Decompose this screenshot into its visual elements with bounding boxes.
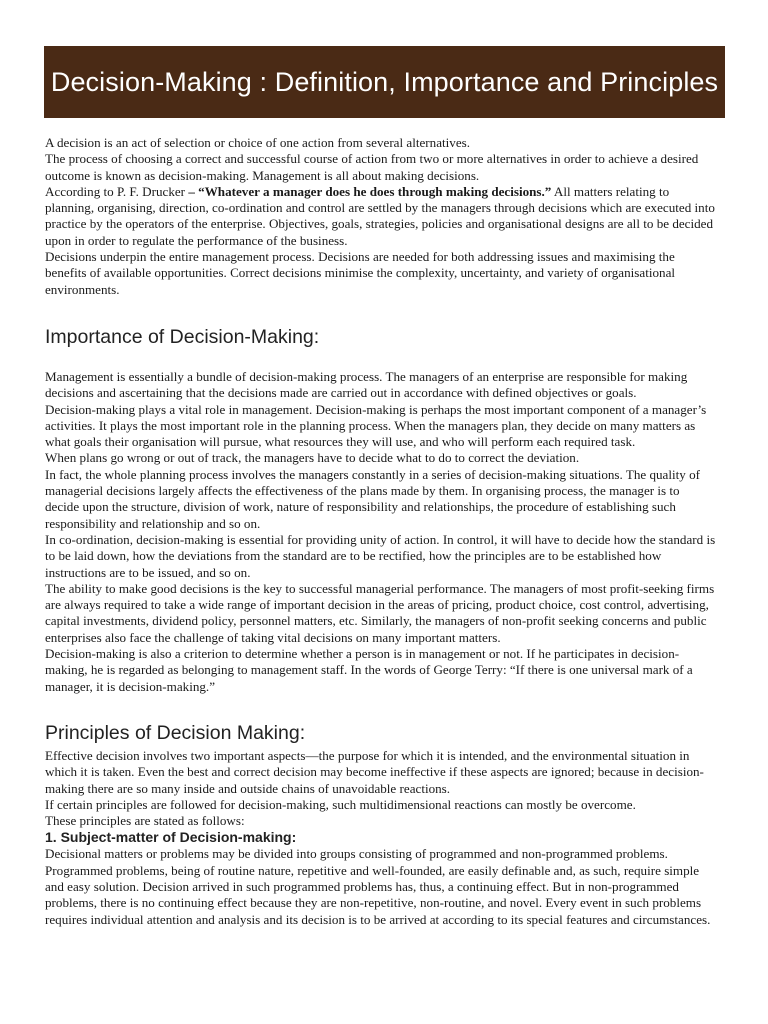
subject-matter-heading: 1. Subject-matter of Decision-making: xyxy=(45,829,297,846)
principles-paragraph-1: Effective decision involves two important aspects—the purpose for which it is intended, and the environmental situation in which it is taken. Even the best and correct decision may become ineffective if these aspects are ignored; because in decision-making there are so many inside and outside chains of unavoidable reactions. xyxy=(45,747,704,796)
principles-heading: Principles of Decision Making: xyxy=(45,721,306,744)
importance-paragraph-1: Management is essentially a bundle of decision-making process. The managers of an enterprise are responsible for making decisions and ascertaining that the decisions made are carried out in accordance with defined objectives or goals. xyxy=(45,368,688,401)
subject-matter-paragraph: Decisional matters or problems may be divided into groups consisting of programmed and non-programmed problems. Programmed problems, being of routine nature, repetitive and well-founded, are easily definable and, as such, require simple and easy solution. Decision arrived in such programmed problems has, thus, a continuing effect. But in non-programmed problems, there is no continuing effect because they are non-repetitive, non-routine, and novel. Every event in such problems requires individual attention and analysis and its decision is to be arrived at according to its special features and circumstances. xyxy=(45,846,711,927)
importance-paragraph-4: In fact, the whole planning process involves the managers constantly in a series of decision-making situations. The quality of managerial decisions largely affects the effectiveness of the plans made by them. In organising process, the manager is to decide upon the structure, division of work, nature of responsibility and relationships, the procedure of establishing such responsibility and relationship and so on. xyxy=(45,466,701,531)
drucker-prefix: According to P. F. Drucker xyxy=(45,183,186,199)
title-banner xyxy=(44,46,725,118)
document-body xyxy=(45,135,717,928)
importance-paragraph-3: When plans go wrong or out of track, the managers have to decide what to do to correct the deviation. xyxy=(45,450,580,466)
drucker-suffix: All matters relating to planning, organising, direction, co-ordination and control are settled by the managers through decisions which are executed into practice by the operators of the enterprise. Objectives, goals, strategies, policies and organisational designs are all to be decided upon in order to regulate the performance of the business. xyxy=(45,183,715,248)
importance-heading: Importance of Decision-Making: xyxy=(45,325,320,348)
importance-paragraph-5: In co-ordination, decision-making is essential for providing unity of action. In control, it will have to decide how the standard is to be laid down, how the deviations from the standard are to be rectified, how the principles are to be established how instructions are to be issued, and so on. xyxy=(45,531,716,580)
intro-paragraph-end: Decisions underpin the entire management process. Decisions are needed for both addressing issues and maximising the benefits of available opportunities. Correct decisions minimise the complexity, uncertainty, and variety of organisational environments. xyxy=(45,249,676,297)
principles-paragraph-3: These principles are stated as follows: xyxy=(45,813,245,829)
page-title: Decision-Making : Definition, Importance and Principles xyxy=(50,66,719,97)
drucker-quote: – “Whatever a manager does he does through making decisions.” xyxy=(185,183,552,199)
intro-paragraph-1: A decision is an act of selection or choice of one action from several alternatives. xyxy=(45,135,471,150)
intro-paragraph-2: The process of choosing a correct and successful course of action from two or more alternatives in order to achieve a desired outcome is known as decision-making. Management is all about making decisions. xyxy=(45,151,699,183)
importance-paragraph-6: The ability to make good decisions is the key to successful managerial performance. The managers of most profit-seeking firms are always required to take a wide range of important decision in the areas of pricing, product choice, cost control, advertising, capital investments, dividend policy, personnel matters, etc. Similarly, the managers of non-profit seeking concerns and public enterprises also face the challenge of taking vital decisions on many important matters. xyxy=(45,580,715,645)
drucker-paragraph xyxy=(45,184,717,249)
principles-paragraph-2: If certain principles are followed for decision-making, such multidimensional reactions can mostly be overcome. xyxy=(45,796,636,812)
importance-paragraph-7: Decision-making is also a criterion to determine whether a person is in management or not. If he participates in decision-making, he is regarded as belonging to management staff. In the words of George Terry: “If there is one universal mark of a manager, it is decision-making.” xyxy=(45,646,693,694)
importance-paragraph-2: Decision-making plays a vital role in management. Decision-making is perhaps the most important component of a manager’s activities. It plays the most important role in the planning process. When the managers plan, they decide on many matters as what goals their organisation will pursue, what resources they will use, and who will perform each required task. xyxy=(45,401,707,450)
